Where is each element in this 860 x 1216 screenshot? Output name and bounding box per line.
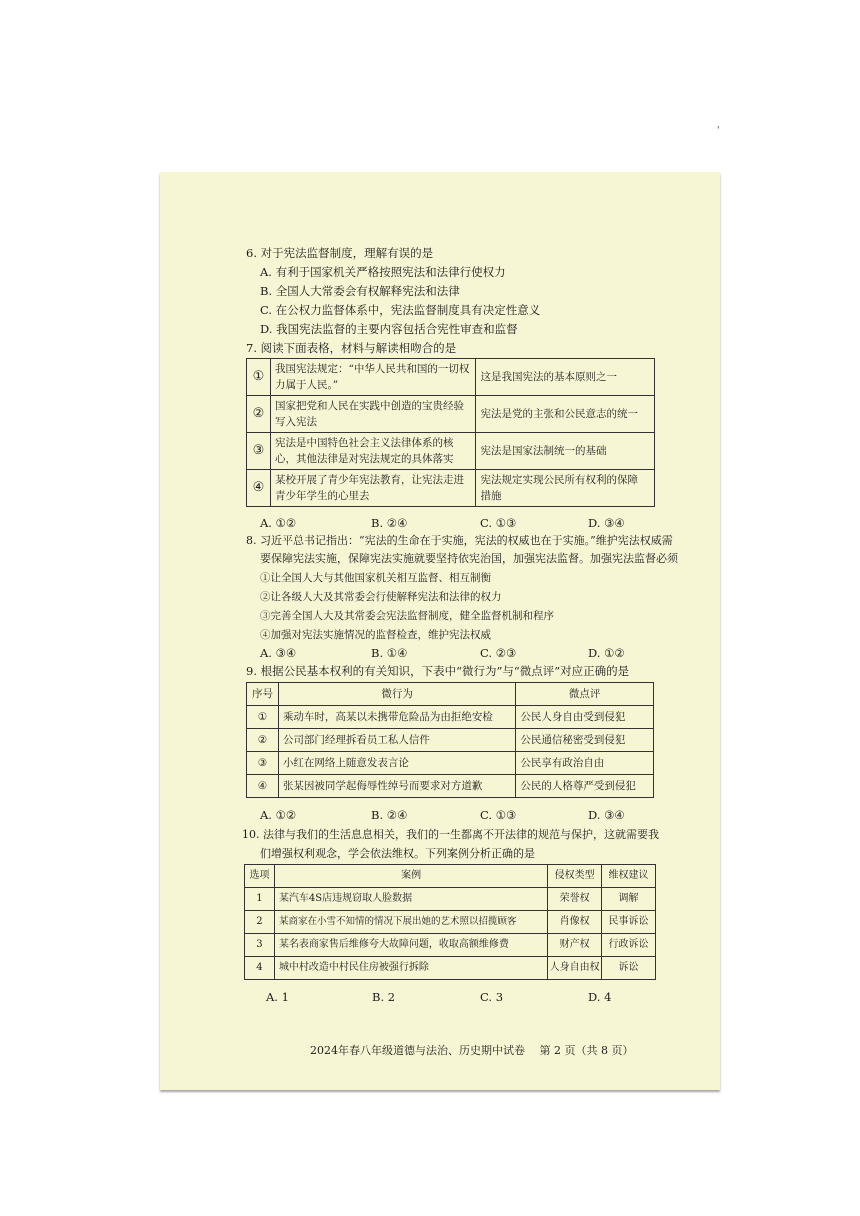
q10-case: 某名表商家售后维修夸大故障问题，收取高额维修费 xyxy=(274,934,547,957)
q9-comment: 公民的人格尊严受到侵犯 xyxy=(516,775,654,798)
q6-option-b: B. 全国人大常委会有权解释宪法和法律 xyxy=(260,284,460,298)
q7-material-line: 力属于人民。” xyxy=(274,379,339,391)
q7-material xyxy=(270,396,476,433)
q10-advice: 民事诉讼 xyxy=(602,911,656,934)
q9-row-number: ④ xyxy=(247,775,279,798)
page-footer: 2024年春八年级道德与法治、历史期中试卷 第 2 页（共 8 页） xyxy=(310,1044,634,1057)
q7-reading xyxy=(476,433,655,470)
q8-answer-a: A. ③④ xyxy=(260,646,297,660)
q10-header-option: 选项 xyxy=(245,865,275,888)
q8-stem-line-2: 要保障宪法实施，保障宪法实施就要坚持依宪治国，加强宪法监督。加强宪法监督必须 xyxy=(260,552,678,565)
q10-answer-c: C. 3 xyxy=(480,990,504,1004)
table-header-row xyxy=(245,865,656,888)
table-row xyxy=(245,888,656,911)
table-row xyxy=(247,729,654,752)
q9-answer-a: A. ①② xyxy=(260,808,297,822)
q9-comment: 公民人身自由受到侵犯 xyxy=(516,706,654,729)
q9-behavior: 乘动车时，高某以未携带危险品为由拒绝安检 xyxy=(278,706,515,729)
q7-row-number: ② xyxy=(247,396,271,433)
q9-behavior: 张某因被同学起侮辱性绰号而要求对方道歉 xyxy=(278,775,515,798)
q10-header-case: 案例 xyxy=(274,865,547,888)
q7-material-line: 某校开展了青少年宪法教育，让宪法走进 xyxy=(274,474,464,486)
q6-option-d: D. 我国宪法监督的主要内容包括合宪性审查和监督 xyxy=(260,322,518,336)
q7-material xyxy=(270,359,476,396)
q7-material-line: 青少年学生的心里去 xyxy=(274,490,370,502)
q10-case: 某汽车4S店违规窃取人脸数据 xyxy=(274,888,547,911)
q8-item-1: ①让全国人大与其他国家机关相互监督、相互制衡 xyxy=(260,572,491,584)
q10-answer-a: A. 1 xyxy=(266,990,289,1004)
q10-type: 肖像权 xyxy=(548,911,602,934)
q8-answer-b: B. ①④ xyxy=(371,646,408,660)
table-row xyxy=(247,396,655,433)
q9-row-number: ② xyxy=(247,729,279,752)
q10-option: 2 xyxy=(245,911,275,934)
table-row xyxy=(247,359,655,396)
q9-table xyxy=(246,682,654,798)
q7-row-number: ③ xyxy=(247,433,271,470)
q7-material xyxy=(270,470,476,507)
q9-comment: 公民通信秘密受到侵犯 xyxy=(516,729,654,752)
q10-advice: 调解 xyxy=(602,888,656,911)
q7-reading xyxy=(476,359,655,396)
q7-material-line: 心，其他法律是对宪法规定的具体落实 xyxy=(274,453,454,465)
q9-stem: 9. 根据公民基本权利的有关知识，下表中“微行为”与“微点评”对应正确的是 xyxy=(246,664,630,678)
table-row xyxy=(245,911,656,934)
table-row xyxy=(245,934,656,957)
table-row xyxy=(247,752,654,775)
q10-answer-b: B. 2 xyxy=(372,990,396,1004)
table-row xyxy=(247,470,655,507)
q7-material-line: 宪法是中国特色社会主义法律体系的核 xyxy=(274,437,454,449)
q10-advice: 诉讼 xyxy=(602,957,656,980)
q7-reading xyxy=(476,470,655,507)
q7-reading xyxy=(476,396,655,433)
q7-row-number: ① xyxy=(247,359,271,396)
q10-option: 3 xyxy=(245,934,275,957)
q8-stem-line-1: 8. 习近平总书记指出：“宪法的生命在于实施，宪法的权威也在于实施。”维护宪法权威需 xyxy=(246,534,673,547)
q10-option: 1 xyxy=(245,888,275,911)
table-row xyxy=(247,775,654,798)
q9-row-number: ① xyxy=(247,706,279,729)
q8-item-2: ②让各级人大及其常委会行使解释宪法和法律的权力 xyxy=(260,591,502,603)
q10-type: 荣誉权 xyxy=(548,888,602,911)
q10-table xyxy=(244,864,656,980)
corner-mark: ' xyxy=(717,126,720,136)
q7-material-line: 我国宪法规定：“中华人民共和国的一切权 xyxy=(274,363,470,375)
q6-stem: 6. 对于宪法监督制度，理解有误的是 xyxy=(246,246,434,260)
q7-reading-line: 宪法是国家法制统一的基础 xyxy=(480,445,607,457)
q9-header-comment: 微点评 xyxy=(516,683,654,706)
q6-option-a: A. 有利于国家机关严格按照宪法和法律行使权力 xyxy=(260,265,506,279)
q7-answer-b: B. ②④ xyxy=(371,516,408,530)
q10-case: 城中村改造中村民住房被强行拆除 xyxy=(274,957,547,980)
q9-behavior: 小红在网络上随意发表言论 xyxy=(278,752,515,775)
q9-row-number: ③ xyxy=(247,752,279,775)
q9-header-behavior: 微行为 xyxy=(278,683,515,706)
q10-header-advice: 维权建议 xyxy=(602,865,656,888)
q10-type: 财产权 xyxy=(548,934,602,957)
q10-stem-line-2: 们增强权利观念，学会依法维权。下列案例分析正确的是 xyxy=(260,847,535,860)
q10-header-type: 侵权类型 xyxy=(548,865,602,888)
q8-answer-c: C. ②③ xyxy=(480,646,517,660)
q10-advice: 行政诉讼 xyxy=(602,934,656,957)
q9-behavior: 公司部门经理拆看员工私人信件 xyxy=(278,729,515,752)
q10-type: 人身自由权 xyxy=(548,957,602,980)
q7-reading-line: 宪法规定实现公民所有权利的保障 xyxy=(480,474,638,486)
q9-answer-b: B. ②④ xyxy=(371,808,408,822)
table-header-row xyxy=(247,683,654,706)
q7-row-number: ④ xyxy=(247,470,271,507)
table-row xyxy=(245,957,656,980)
q8-answer-d: D. ①② xyxy=(588,646,625,660)
q7-answer-c: C. ①③ xyxy=(480,516,517,530)
q10-answer-d: D. 4 xyxy=(588,990,612,1004)
q9-answer-d: D. ③④ xyxy=(588,808,625,822)
q9-answer-c: C. ①③ xyxy=(480,808,517,822)
table-row xyxy=(247,706,654,729)
q10-case: 某商家在小雪不知情的情况下展出她的艺术照以招揽顾客 xyxy=(274,911,547,934)
q7-answer-d: D. ③④ xyxy=(588,516,625,530)
q7-table xyxy=(246,358,655,507)
q6-option-c: C. 在公权力监督体系中，宪法监督制度具有决定性意义 xyxy=(260,303,541,317)
q10-option: 4 xyxy=(245,957,275,980)
q7-material-line: 国家把党和人民在实践中创造的宝贵经验 xyxy=(274,400,464,412)
q8-item-3: ③完善全国人大及其常委会宪法监督制度，健全监督机制和程序 xyxy=(260,610,554,622)
q7-material xyxy=(270,433,476,470)
q7-answer-a: A. ①② xyxy=(260,516,297,530)
table-row xyxy=(247,433,655,470)
q9-comment: 公民享有政治自由 xyxy=(516,752,654,775)
q7-reading-line: 这是我国宪法的基本原则之一 xyxy=(480,371,617,383)
q9-header-number: 序号 xyxy=(247,683,279,706)
q7-reading-line: 宪法是党的主张和公民意志的统一 xyxy=(480,408,638,420)
q7-stem: 7. 阅读下面表格，材料与解读相吻合的是 xyxy=(246,341,457,355)
q10-stem-line-1: 10. 法律与我们的生活息息相关，我们的一生都离不开法律的规范与保护，这就需要我 xyxy=(242,828,659,841)
q7-reading-line: 措施 xyxy=(480,490,502,502)
q7-material-line: 写入宪法 xyxy=(274,416,317,428)
q8-item-4: ④加强对宪法实施情况的监督检查，维护宪法权威 xyxy=(260,629,491,641)
